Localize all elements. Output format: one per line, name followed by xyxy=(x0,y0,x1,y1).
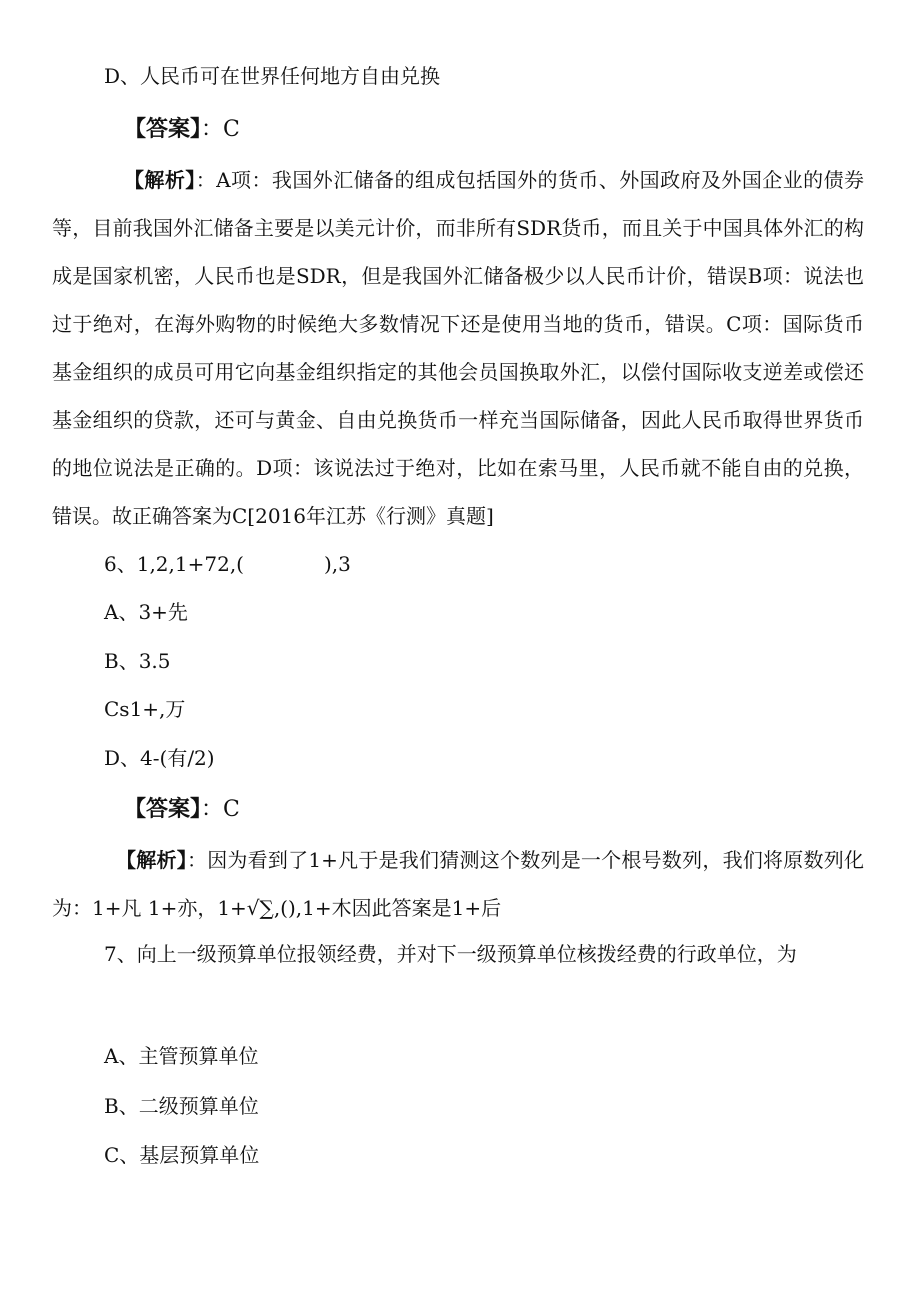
q6-question: 6、1,2,1+72,( ),3 xyxy=(104,552,351,576)
analysis-label: 【解析】 xyxy=(116,848,187,872)
answer-value: ：C xyxy=(201,797,240,822)
q6-option-b: B、3.5 xyxy=(104,649,171,673)
q5-option-d: D、人民币可在世界任何地方自由兑换 xyxy=(104,64,441,88)
answer-value: ：C xyxy=(201,117,240,142)
q6-option-a: A、3+先 xyxy=(104,600,188,624)
q5-answer xyxy=(124,116,240,144)
answer-label: 【答案】 xyxy=(124,117,202,142)
q6-option-d: D、4-(有/2) xyxy=(104,746,215,770)
q7-option-a: A、主管预算单位 xyxy=(104,1044,259,1068)
q5-analysis xyxy=(52,156,864,540)
q7-option-b: B、二级预算单位 xyxy=(104,1094,259,1118)
analysis-text: ：因为看到了1+凡于是我们猜测这个数列是一个根号数列，我们将原数列化为：1+凡 1+亦，1+√∑,(),1+木因此答案是1+后 xyxy=(52,848,865,920)
analysis-label: 【解析】 xyxy=(124,168,196,192)
q7-option-c: C、基层预算单位 xyxy=(104,1143,260,1167)
q6-analysis xyxy=(52,836,864,932)
analysis-text: ：A项：我国外汇储备的组成包括国外的货币、外国政府及外国企业的债券等，目前我国外汇储备主要是以美元计价，而非所有SDR货币，而且关于中国具体外汇的构成是国家机密，人民币也是SDR，但是我国外汇储备极少以人民币计价，错误B项：说法也过于绝对，在海外购物的时候绝大多数情况下还是使用当地的货币，错误。C项：国际货币基金组织的成员可用它向基金组织指定的其他会员国换取外汇，以偿付国际收支逆差或偿还基金组织的贷款，还可与黄金、自由兑换货币一样充当国际储备，因此人民币取得世界货币的地位说法是正确的。D项：该说法过于绝对，比如在索马里，人民币就不能自由的兑换，错误。故正确答案为C[2016年江苏《行测》真题] xyxy=(52,168,864,528)
q7-question: 7、向上一级预算单位报领经费，并对下一级预算单位核拨经费的行政单位，为 xyxy=(104,942,797,966)
answer-label: 【答案】 xyxy=(124,797,202,822)
q6-answer xyxy=(124,796,240,824)
q6-option-c: Cs1+,万 xyxy=(104,697,186,721)
